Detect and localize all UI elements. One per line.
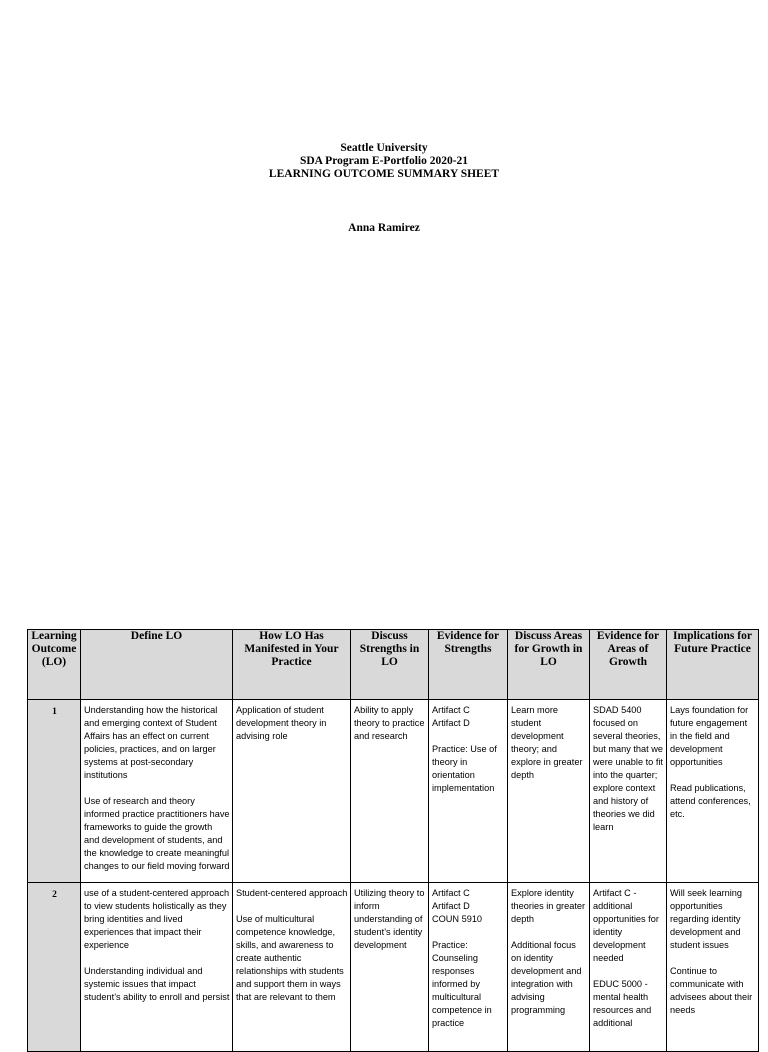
table-row xyxy=(28,883,759,1052)
university-name: Seattle University xyxy=(340,142,428,154)
column-header-implications: Implications for Future Practice xyxy=(667,630,759,700)
lo-number-cell: 1 xyxy=(28,700,81,883)
lo-number-cell: 2 xyxy=(28,883,81,1052)
column-header-areas-growth: Discuss Areas for Growth in LO xyxy=(508,630,590,700)
program-title: SDA Program E-Portfolio 2020-21 xyxy=(299,155,469,167)
column-header-define-lo: Define LO xyxy=(81,630,233,700)
document-header xyxy=(0,142,768,181)
column-header-evidence-strengths: Evidence for Strengths xyxy=(429,630,508,700)
strengths-cell: Utilizing theory to inform understanding of student’s identity development xyxy=(351,883,429,1052)
define-lo-cell: Understanding how the historical and emerging context of Student Affairs has an effect on current policies, practices, and on larger systems at post-secondary institutions Use of research and theory informed practice practitioners have frameworks to guide the growth and development of students, and the knowledge to create meaningful changes to our field moving forward xyxy=(81,700,233,883)
evidence-strengths-cell: Artifact C Artifact D Practice: Use of theory in orientation implementation xyxy=(429,700,508,883)
column-header-strengths: Discuss Strengths in LO xyxy=(351,630,429,700)
author-name: Anna Ramirez xyxy=(348,222,420,234)
manifested-cell: Application of student development theory in advising role xyxy=(233,700,351,883)
column-header-how-manifested: How LO Has Manifested in Your Practice xyxy=(233,630,351,700)
table-row xyxy=(28,700,759,883)
column-header-evidence-growth: Evidence for Areas of Growth xyxy=(590,630,667,700)
strengths-cell: Ability to apply theory to practice and research xyxy=(351,700,429,883)
implications-cell: Lays foundation for future engagement in the field and development opportunities Read publications, attend conferences, etc. xyxy=(667,700,759,883)
sheet-title: LEARNING OUTCOME SUMMARY SHEET xyxy=(268,168,500,180)
learning-outcome-table xyxy=(27,629,759,1052)
implications-cell: Will seek learning opportunities regarding identity development and student issues Continue to communicate with advisees about their needs xyxy=(667,883,759,1052)
areas-growth-cell: Explore identity theories in greater depth Additional focus on identity development and integration with advising programming xyxy=(508,883,590,1052)
table-header-row xyxy=(28,630,759,700)
evidence-growth-cell: Artifact C - additional opportunities for identity development needed EDUC 5000 - mental health resources and additional xyxy=(590,883,667,1052)
evidence-growth-cell: SDAD 5400 focused on several theories, but many that we were unable to fit into the quarter; explore context and history of theories we did learn xyxy=(590,700,667,883)
evidence-strengths-cell: Artifact C Artifact D COUN 5910 Practice: Counseling responses informed by multicultural competence in practice xyxy=(429,883,508,1052)
manifested-cell: Student-centered approach Use of multicultural competence knowledge, skills, and awareness to create authentic relationships with students and support them in ways that are relevant to them xyxy=(233,883,351,1052)
column-header-learning-outcome: Learning Outcome (LO) xyxy=(28,630,81,700)
define-lo-cell: use of a student-centered approach to view students holistically as they bring identities and lived experiences that impact their experience Understanding individual and systemic issues that impact student’s ability to enroll and persist xyxy=(81,883,233,1052)
areas-growth-cell: Learn more student development theory; and explore in greater depth xyxy=(508,700,590,883)
